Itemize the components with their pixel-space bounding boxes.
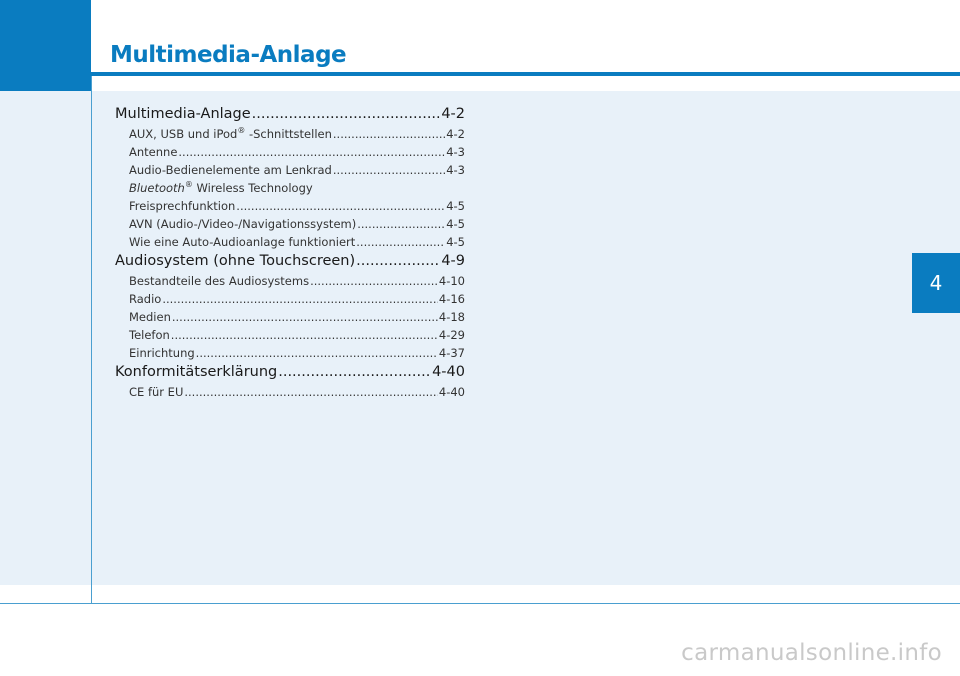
toc-item-lenkrad[interactable] (115, 161, 465, 179)
page-title: Multimedia-Anlage (110, 42, 347, 68)
toc-section-label: Multimedia-Anlage (115, 106, 251, 122)
chapter-corner-block (0, 0, 91, 91)
toc-page-number: 4-3 (446, 163, 465, 177)
toc-item-medien[interactable] (115, 308, 465, 326)
toc-page-number: 4-2 (446, 127, 465, 141)
toc-item-audioanlage[interactable] (115, 233, 465, 251)
toc-item-label: Bluetooth® Wireless Technology (129, 180, 313, 195)
toc-item-ce-eu[interactable] (115, 383, 465, 401)
toc-item-bestandteile[interactable] (115, 272, 465, 290)
watermark: carmanualsonline.info (681, 640, 942, 666)
table-of-contents (115, 104, 465, 401)
toc-page-number: 4-9 (441, 253, 465, 269)
toc-item-label: Freisprechfunktion (129, 199, 236, 213)
toc-item-label: AVN (Audio-/Video-/Navigationssystem) (129, 217, 357, 231)
toc-item-telefon[interactable] (115, 326, 465, 344)
toc-item-einrichtung[interactable] (115, 344, 465, 362)
toc-item-label: Einrichtung (129, 346, 195, 360)
toc-page-number: 4-10 (438, 274, 465, 288)
bottom-rule (0, 603, 960, 604)
chapter-tab[interactable]: 4 (912, 253, 960, 313)
toc-leader-dots (252, 104, 441, 125)
toc-page-number: 4-5 (446, 235, 465, 249)
toc-item-label: Antenne (129, 145, 178, 159)
toc-leader-dots (184, 383, 438, 401)
toc-leader-dots (357, 215, 445, 233)
toc-item-label: AUX, USB und iPod® -Schnittstellen (129, 126, 332, 141)
toc-item-label: Radio (129, 292, 162, 306)
toc-section-konformitaet[interactable] (115, 362, 465, 383)
toc-item-freisprech[interactable] (115, 197, 465, 215)
toc-section-audiosystem[interactable] (115, 251, 465, 272)
toc-leader-dots (196, 344, 438, 362)
toc-item-label: Wie eine Auto-Audioanlage funktioniert (129, 235, 356, 249)
toc-item-label: Telefon (129, 328, 170, 342)
toc-leader-dots (171, 326, 438, 344)
toc-leader-dots (172, 308, 438, 326)
toc-item-bluetooth[interactable] (115, 179, 465, 197)
toc-item-label: CE für EU (129, 385, 184, 399)
toc-leader-dots (333, 161, 445, 179)
toc-leader-dots (236, 197, 445, 215)
toc-page-number: 4-18 (438, 310, 465, 324)
left-margin-rule (91, 76, 92, 603)
toc-page-number: 4-5 (446, 217, 465, 231)
title-rule (91, 72, 960, 76)
toc-leader-dots (356, 251, 440, 272)
toc-item-label: Bestandteile des Audiosystems (129, 274, 310, 288)
toc-page-number: 4-3 (446, 145, 465, 159)
toc-page-number: 4-40 (432, 364, 465, 380)
toc-leader-dots (310, 272, 438, 290)
toc-leader-dots (278, 362, 431, 383)
toc-item-antenne[interactable] (115, 143, 465, 161)
toc-page-number: 4-37 (438, 346, 465, 360)
toc-page-number: 4-2 (441, 106, 465, 122)
toc-leader-dots (356, 233, 445, 251)
toc-item-aux-usb-ipod[interactable] (115, 125, 465, 143)
toc-section-multimedia[interactable] (115, 104, 465, 125)
toc-page-number: 4-40 (438, 385, 465, 399)
toc-item-label: Audio-Bedienelemente am Lenkrad (129, 163, 332, 177)
registered-mark: ® (237, 126, 246, 136)
registered-mark: ® (184, 180, 193, 190)
toc-leader-dots (333, 125, 445, 143)
toc-leader-dots (162, 290, 438, 308)
toc-item-label: Medien (129, 310, 171, 324)
toc-page-number: 4-5 (446, 199, 465, 213)
toc-page-number: 4-16 (438, 292, 465, 306)
toc-section-label: Konformitätserklärung (115, 364, 278, 380)
toc-leader-dots (178, 143, 445, 161)
toc-item-radio[interactable] (115, 290, 465, 308)
toc-page-number: 4-29 (438, 328, 465, 342)
toc-section-label: Audiosystem (ohne Touchscreen) (115, 253, 356, 269)
toc-item-avn[interactable] (115, 215, 465, 233)
